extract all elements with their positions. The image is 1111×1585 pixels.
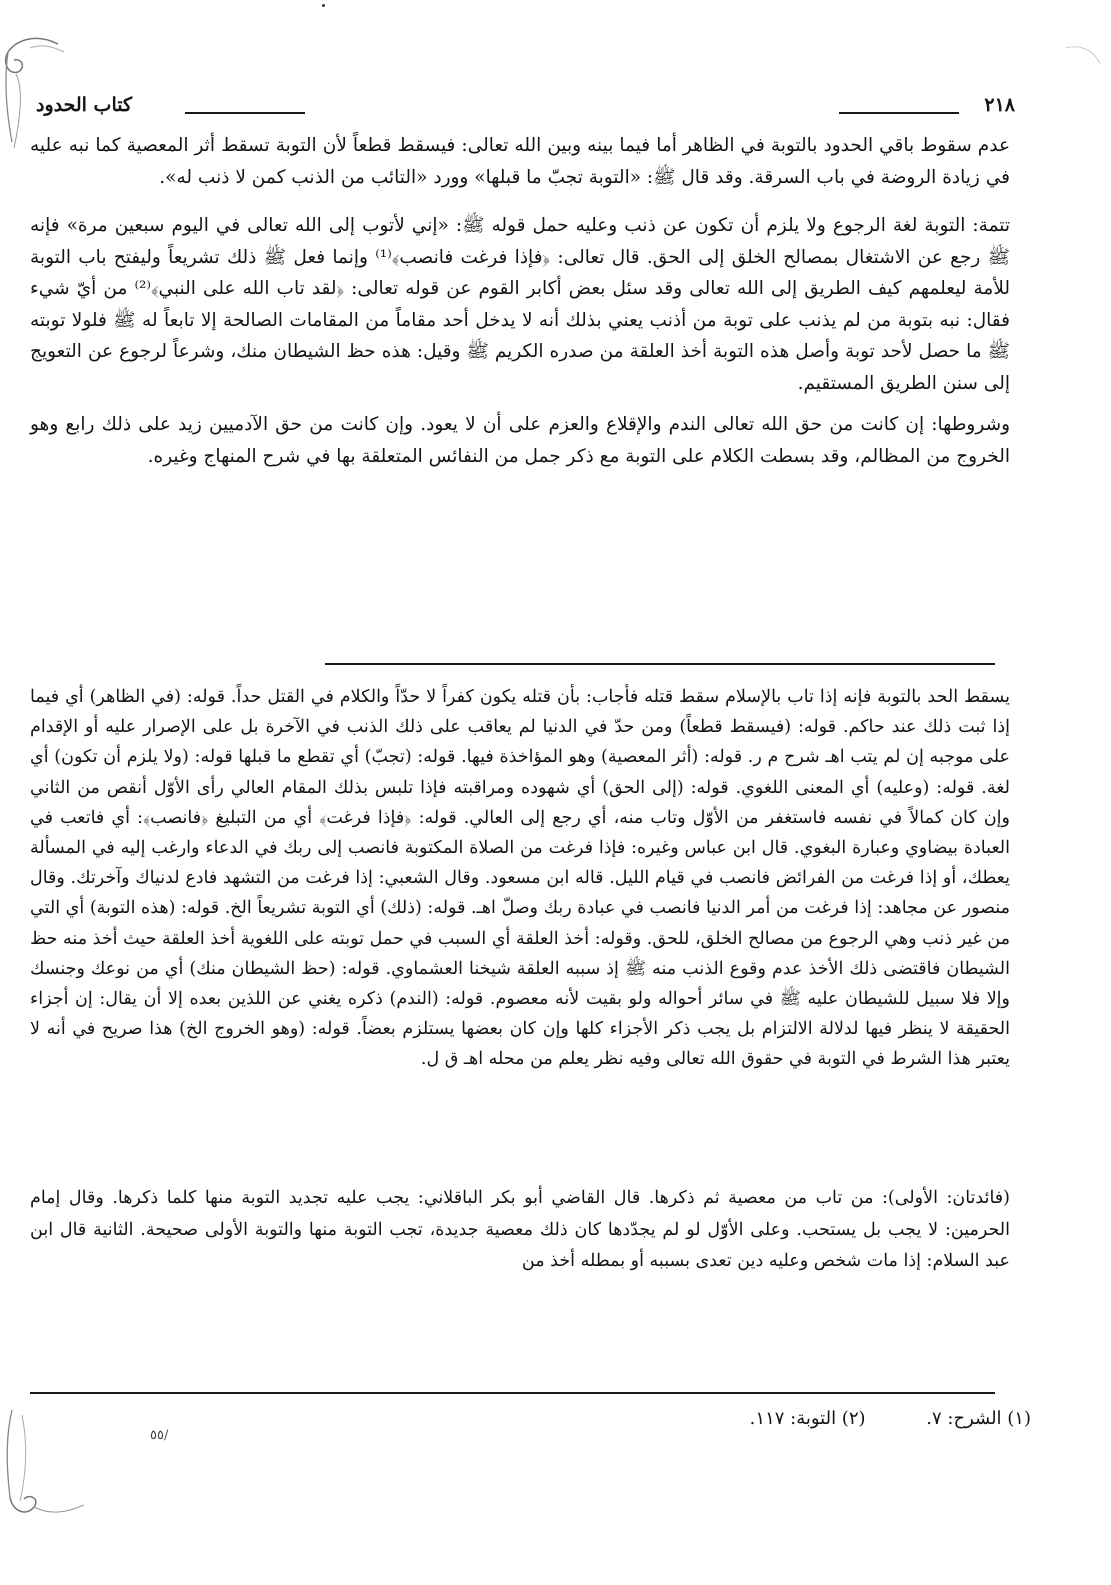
main-paragraph-1: عدم سقوط باقي الحدود بالتوبة في الظاهر أما فيما بينه وبين الله تعالى: فيسقط قطعاً لأن التوبة تسقط أثر المعصية كما نبه عليه في زيادة الروضة في باب السرقة. وقد قال ﷺ: «التوبة تجبّ ما قبلها» وورد «التائب من الذنب كمن لا ذنب له». [30,135,1010,188]
commentary-divider [325,663,995,665]
book-title: كتاب الحدود [36,94,133,116]
page-number: ٢١٨ [984,94,1015,116]
corner-ornament-top-right [1060,40,1105,85]
footnotes [695,1408,1031,1429]
commentary-paragraph: يسقط الحد بالتوبة فإنه إذا تاب بالإسلام سقط قتله فأجاب: بأن قتله يكون كفراً لا حدّاً والكلام في القتل حداً. قوله: (في الظاهر) أي فيما إذا ثبت ذلك عند حاكم. قوله: (فيسقط قطعاً) ومن حدّ في الدنيا لم يعاقب على ذلك الذنب في الآخرة بل على الإصرار عليه أو الإقدام على موجبه إن لم يتب اهـ شرح م ر. قوله: (أثر المعصية) وهو المؤاخذة فيها. قوله: (تجبّ) أي تقطع ما قبلها قوله: (ولا يلزم أن تكون) أي لغة. قوله: (وعليه) أي المعنى اللغوي. قوله: (إلى الحق) أي شهوده ومراقبته فإذا تلبس بذلك المقام العالي رأى الأوّل أنقص من الثاني وإن كان كمالاً في نفسه فاستغفر من الأوّل وتاب منه، أي رجع إلى العالي. قوله: ﴿فإذا فرغت﴾ أي من التبليغ ﴿فانصب﴾: أي فاتعب في العبادة بيضاوي وعبارة البغوي. قال ابن عباس وغيره: فإذا فرغت من الصلاة المكتوبة فانصب إلى ربك في الدعاء وارغب إليه في المسألة يعطك، أو إذا فرغت من الفرائض فانصب في قيام الليل. قاله ابن مسعود. وقال الشعبي: إذا فرغت من التشهد فادع لدنياك وآخرتك. وقال منصور عن مجاهد: إذا فرغت من أمر الدنيا فانصب في عبادة ربك وصلّ اهـ. قوله: (ذلك) أي التوبة تشريعاً الخ. قوله: (هذه التوبة) أي التي من غير ذنب وهي الرجوع من مصالح الخلق، للحق. وقوله: أخذ العلقة أي السبب في حمل توبته على اللغوية أخذ العلقة حيث أخذ منه حظ الشيطان فاقتضى ذلك الأخذ عدم وقوع الذنب منه ﷺ إذ سببه العلقة شيخنا العشماوي. قوله: (حظ الشيطان منك) أي من نوعك وجنسك وإلا فلا سبيل للشيطان عليه ﷺ في سائر أحواله ولو بقيت لأنه معصوم. قوله: (الندم) ذكره يغني عن اللذين بعده إلا أن يقال: إن أجزاء الحقيقة لا ينظر فيها لدلالة الالتزام بل يجب ذكر الأجزاء كلها وإن كان بعضها يستلزم بعضاً. قوله: (وهو الخروج الخ) هذا صريح في أنه لا يعتبر هذا الشرط في التوبة في حقوق الله تعالى وفيه نظر يعلم من محله اهـ ق ل. [30,687,1010,1070]
footnote-1: (١) الشرح: ٧. [926,1408,1031,1429]
header-rule-left [185,112,305,114]
footnote-rule [30,1392,995,1394]
scan-dot [322,4,325,7]
footnote-2: (٢) التوبة: ١١٧. [749,1408,866,1429]
notes-text [30,1183,1010,1278]
corner-ornament-bottom-left [0,1405,90,1530]
notes-paragraph: (فائدتان: الأولى): من تاب من معصية ثم ذكرها. قال القاضي أبو بكر الباقلاني: يجب عليه تجديد التوبة منها كلما ذكرها. وقال إمام الحرمين: لا يجب بل يستحب. وعلى الأوّل لو لم يجدّدها كان ذلك معصية جديدة، تجب التوبة منها والتوبة الأولى صحيحة. الثانية قال ابن عبد السلام: إذا مات شخص وعليه دين تعدى بسببه أو بمطله أخذ من [30,1188,1010,1271]
page-header [30,92,1015,126]
main-paragraph-3: وشروطها: إن كانت من حق الله تعالى الندم والإقلاع والعزم على أن لا يعود. وإن كانت من حق الآدميين زيد على ذلك رابع وهو الخروج من المظالم، وقد بسطت الكلام على التوبة مع ذكر جمل من النفائس المتعلقة بها في شرح المنهاج وغيره. [30,414,1010,467]
main-text [30,130,1010,472]
commentary-text [30,682,1010,1075]
header-rule-right [839,112,959,114]
signature-mark: ٥٥/ [150,1428,169,1443]
main-paragraph-2: تتمة: التوبة لغة الرجوع ولا يلزم أن تكون عن ذنب وعليه حمل قوله ﷺ: «إني لأتوب إلى الله تعالى في اليوم سبعين مرة» فإنه ﷺ رجع عن الاشتغال بمصالح الخلق إلى الحق. قال تعالى: ﴿فإذا فرغت فانصب﴾⁽¹⁾ وإنما فعل ﷺ ذلك تشريعاً وليفتح باب التوبة للأمة ليعلمهم كيف الطريق إلى الله تعالى وقد سئل بعض أكابر القوم عن قوله تعالى: ﴿لقد تاب الله على النبي﴾⁽²⁾ من أيّ شيء فقال: نبه بتوبة من لم يذنب على توبة من أذنب يعني بذلك أنه لا يدخل أحد مقاماً من المقامات الصالحة إلا تابعاً له ﷺ فلولا توبته ﷺ ما حصل لأحد توبة وأصل هذه التوبة أخذ العلقة من صدره الكريم ﷺ وقيل: هذه حظ الشيطان منك، وشرعاً لرجوع عن التعويج إلى سنن الطريق المستقيم. [30,215,1010,394]
